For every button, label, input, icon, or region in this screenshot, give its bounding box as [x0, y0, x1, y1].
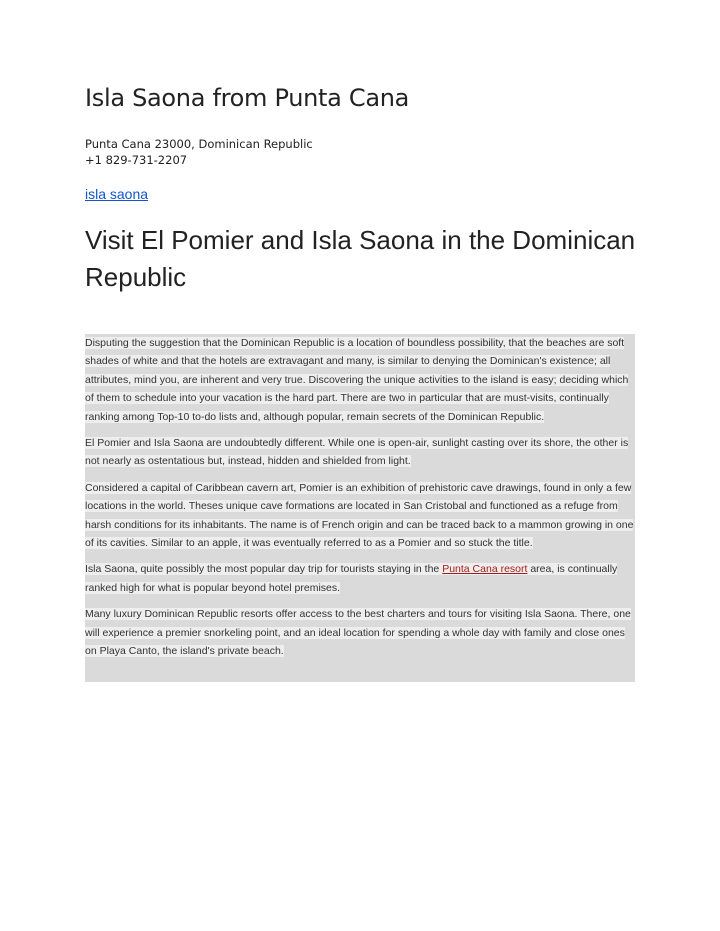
article-heading: Visit El Pomier and Isla Saona in the Dominican Republic: [85, 225, 636, 292]
article-body: [85, 334, 635, 669]
article-paragraph-4: [85, 560, 635, 597]
business-address: Punta Cana 23000, Dominican Republic: [85, 137, 313, 151]
paragraph-text: Considered a capital of Caribbean cavern art, Pomier is an exhibition of prehistoric cave drawings, found in only a few locations in the world. Theses unique cave formations are located in San Cristobal and functioned as a refuge from harsh conditions for its inhabitants. The name is of French origin and can be traced back to a mammon growing in one of its cavities. Similar to an apple, it was eventually referred to as a Pomier and so stuck the title.: [85, 481, 634, 550]
article-paragraph-2: [85, 434, 635, 471]
document-title: Isla Saona from Punta Cana: [85, 84, 410, 112]
paragraph-text: El Pomier and Isla Saona are undoubtedly different. While one is open-air, sunlight casting over its shore, the other is not nearly as ostentatious but, instead, hidden and shielded from light.: [85, 437, 629, 468]
punta-cana-resort-link[interactable]: Punta Cana resort: [442, 563, 528, 576]
isla-saona-link[interactable]: isla saona: [85, 186, 149, 202]
article-paragraph-3: [85, 479, 635, 553]
paragraph-text: Disputing the suggestion that the Dominican Republic is a location of boundless possibility, that the beaches are soft shades of white and that the hotels are extravagant and many, is similar to denying the Dominican's existence; all attributes, mind you, are inherent and very true. Discovering the unique activities to the island is easy; deciding which of them to schedule into your vacation is the hard part. There are two in particular that are must-visits, continually ranking among Top-10 to-do lists and, although popular, remain secrets of the Dominican Republic.: [85, 337, 629, 423]
paragraph-text-start: Isla Saona, quite possibly the most popular day trip for tourists staying in the: [85, 563, 443, 576]
business-phone: +1 829-731-2207: [85, 153, 188, 167]
paragraph-text: Many luxury Dominican Republic resorts offer access to the best charters and tours for visiting Isla Saona. There, one will experience a premier snorkeling point, and an ideal location for spending a whole day with family and close ones on Playa Canto, the island's private beach.: [85, 608, 631, 658]
paragraph-text: [85, 563, 617, 593]
article-paragraph-5: [85, 605, 635, 660]
paragraph-text-end: area, is continually ranked high for what is popular beyond hotel premises.: [85, 563, 618, 594]
article-paragraph-1: [85, 334, 635, 426]
